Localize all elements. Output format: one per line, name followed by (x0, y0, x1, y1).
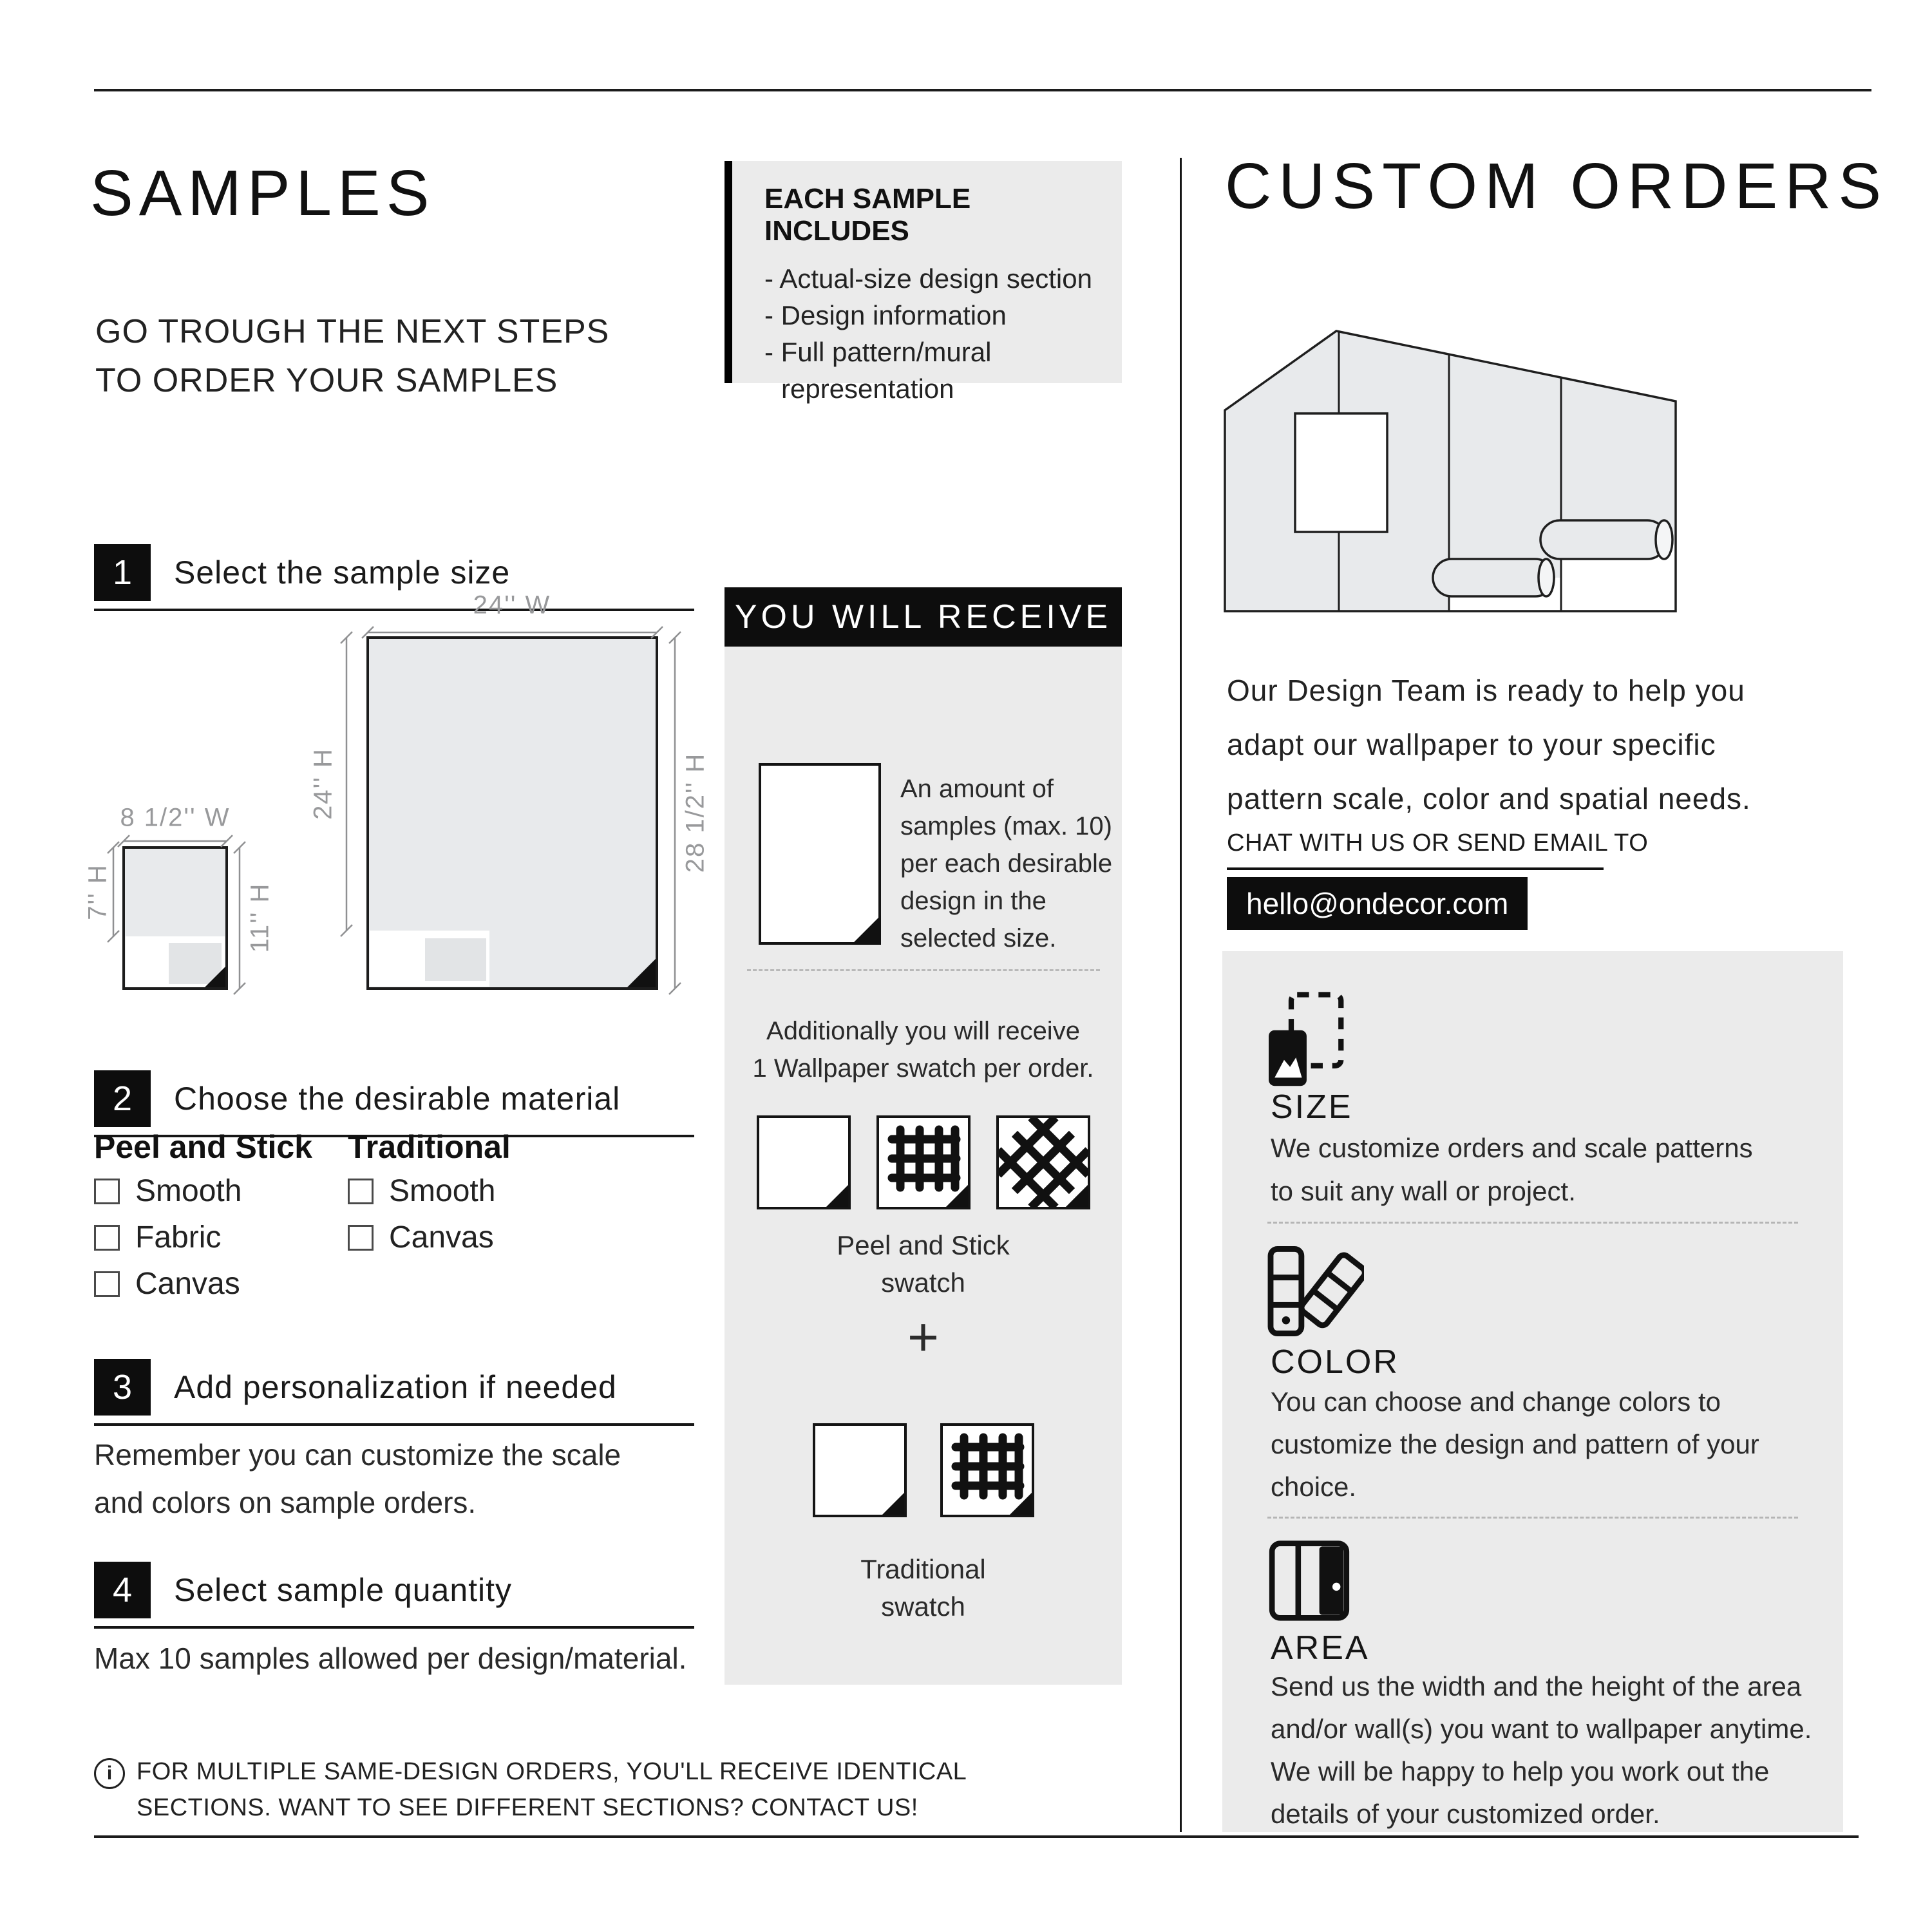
feature-size-title: SIZE (1271, 1088, 1353, 1126)
feature-color-line: customize the design and pattern of your (1271, 1429, 1759, 1459)
step-1-title: Select the sample size (174, 554, 511, 591)
area-wall-door-icon (1267, 1540, 1351, 1621)
step-4-title: Select sample quantity (174, 1572, 513, 1608)
samples-title: SAMPLES (90, 157, 435, 229)
step-2-header (94, 1070, 694, 1137)
bottom-divider (94, 1835, 1859, 1838)
step-2-number-badge: 2 (94, 1070, 151, 1127)
custom-intro-line2: adapt our wallpaper to your specific (1227, 728, 1716, 761)
step-3-header (94, 1359, 694, 1426)
small-height-inner-label: 7'' H (83, 864, 112, 920)
step-3-title: Add personalization if needed (174, 1369, 617, 1405)
column-divider (1180, 158, 1182, 1832)
step-1-number-badge: 1 (94, 544, 151, 601)
features-dashed-divider (1267, 1517, 1798, 1519)
amount-line: design in the (900, 887, 1046, 915)
features-dashed-divider (1267, 1222, 1798, 1224)
option-label: Canvas (135, 1267, 240, 1301)
includes-title: EACH SAMPLE INCLUDES (764, 183, 971, 247)
includes-item: - Full pattern/mural (764, 337, 992, 367)
email-chip[interactable]: hello@ondecor.com (1227, 877, 1528, 930)
option-traditional-canvas[interactable] (348, 1220, 494, 1255)
amount-line: samples (max. 10) (900, 812, 1112, 840)
option-peel-fabric[interactable] (94, 1220, 221, 1255)
small-width-label: 8 1/2'' W (120, 803, 231, 832)
feature-area-line: Send us the width and the height of the area (1271, 1671, 1802, 1701)
feature-size-line: to suit any wall or project. (1271, 1176, 1576, 1206)
step-3-body-line2: and colors on sample orders. (94, 1486, 477, 1519)
grid-swatch-icon (876, 1115, 971, 1209)
info-icon: i (94, 1758, 125, 1789)
samples-subtitle-line2: TO ORDER YOUR SAMPLES (95, 362, 558, 399)
option-peel-canvas[interactable] (94, 1266, 240, 1302)
plain-swatch-icon (757, 1115, 851, 1209)
step-2-title: Choose the desirable material (174, 1081, 621, 1117)
panel-dashed-divider (747, 969, 1100, 971)
custom-intro-line3: pattern scale, color and spatial needs. (1227, 782, 1751, 815)
feature-size-line: We customize orders and scale patterns (1271, 1133, 1753, 1163)
checkbox-traditional-canvas[interactable] (348, 1225, 374, 1251)
each-sample-includes-box (724, 161, 1122, 404)
option-label: Canvas (389, 1220, 494, 1255)
option-label: Smooth (135, 1174, 242, 1208)
peel-swatch-label-line2: swatch (881, 1267, 965, 1298)
samples-subtitle-line1: GO TROUGH THE NEXT STEPS (95, 313, 610, 350)
custom-features-box (1222, 951, 1843, 1832)
option-traditional-smooth[interactable] (348, 1173, 495, 1209)
top-divider (94, 89, 1871, 91)
step-3-number-badge: 3 (94, 1359, 151, 1416)
traditional-swatch-label-line2: swatch (881, 1591, 965, 1622)
feature-area-line: and/or wall(s) you want to wallpaper anytime. (1271, 1714, 1812, 1744)
feature-color-line: You can choose and change colors to (1271, 1387, 1721, 1417)
large-width-label: 24'' W (473, 591, 551, 620)
traditional-swatch-row (724, 1423, 1122, 1517)
custom-orders-title: CUSTOM ORDERS (1225, 150, 1889, 222)
amount-line: per each desirable (900, 849, 1113, 878)
color-swatchbook-icon (1267, 1246, 1364, 1336)
note-line1: FOR MULTIPLE SAME-DESIGN ORDERS, YOU'LL RECEIVE IDENTICAL (137, 1758, 967, 1785)
option-peel-smooth[interactable] (94, 1173, 242, 1209)
peel-and-stick-heading: Peel and Stick (94, 1129, 313, 1165)
chat-with-us-label: CHAT WITH US OR SEND EMAIL TO (1227, 829, 1604, 870)
additionally-line1: Additionally you will receive (766, 1017, 1080, 1045)
checkbox-peel-canvas[interactable] (94, 1271, 120, 1297)
crosshatch-swatch-icon (996, 1115, 1090, 1209)
checkbox-peel-smooth[interactable] (94, 1179, 120, 1204)
custom-intro-line1: Our Design Team is ready to help you (1227, 674, 1745, 707)
option-label: Smooth (389, 1174, 496, 1208)
option-label: Fabric (135, 1220, 222, 1255)
feature-area-title: AREA (1271, 1629, 1370, 1667)
includes-item: - Actual-size design section (764, 263, 1092, 294)
additionally-line2: 1 Wallpaper swatch per order. (752, 1054, 1094, 1083)
plus-icon: + (907, 1307, 940, 1367)
includes-item: - Design information (764, 300, 1007, 330)
you-will-receive-banner: YOU WILL RECEIVE (724, 587, 1122, 647)
plain-swatch-icon (813, 1423, 907, 1517)
traditional-swatch-label-line1: Traditional (860, 1554, 986, 1584)
note-line2: SECTIONS. WANT TO SEE DIFFERENT SECTIONS? CONTACT US! (137, 1794, 918, 1821)
peel-swatch-row (724, 1115, 1122, 1209)
peel-swatch-label-line1: Peel and Stick (837, 1230, 1010, 1260)
house-wall-diagram (1222, 326, 1681, 616)
feature-color-line: choice. (1271, 1472, 1357, 1502)
feature-color-title: COLOR (1271, 1343, 1399, 1381)
traditional-heading: Traditional (348, 1129, 511, 1165)
checkbox-peel-fabric[interactable] (94, 1225, 120, 1251)
size-crop-icon (1267, 991, 1345, 1088)
sample-sheet-icon (759, 763, 881, 945)
feature-area-line: details of your customized order. (1271, 1799, 1660, 1829)
amount-line: An amount of (900, 775, 1054, 803)
step-4-header (94, 1562, 694, 1629)
step-3-body-line1: Remember you can customize the scale (94, 1438, 621, 1472)
checkbox-traditional-smooth[interactable] (348, 1179, 374, 1204)
large-height-outer-label: 28 1/2'' H (681, 752, 710, 873)
feature-area-line: We will be happy to help you work out the (1271, 1756, 1770, 1786)
large-height-inner-label: 24'' H (308, 748, 337, 820)
amount-line: selected size. (900, 924, 1057, 952)
step-4-number-badge: 4 (94, 1562, 151, 1618)
includes-item: representation (781, 374, 954, 404)
small-height-outer-label: 11'' H (245, 882, 274, 953)
step-4-body: Max 10 samples allowed per design/material. (94, 1642, 687, 1675)
sample-size-diagram (90, 580, 708, 1005)
grid-swatch-icon (940, 1423, 1034, 1517)
